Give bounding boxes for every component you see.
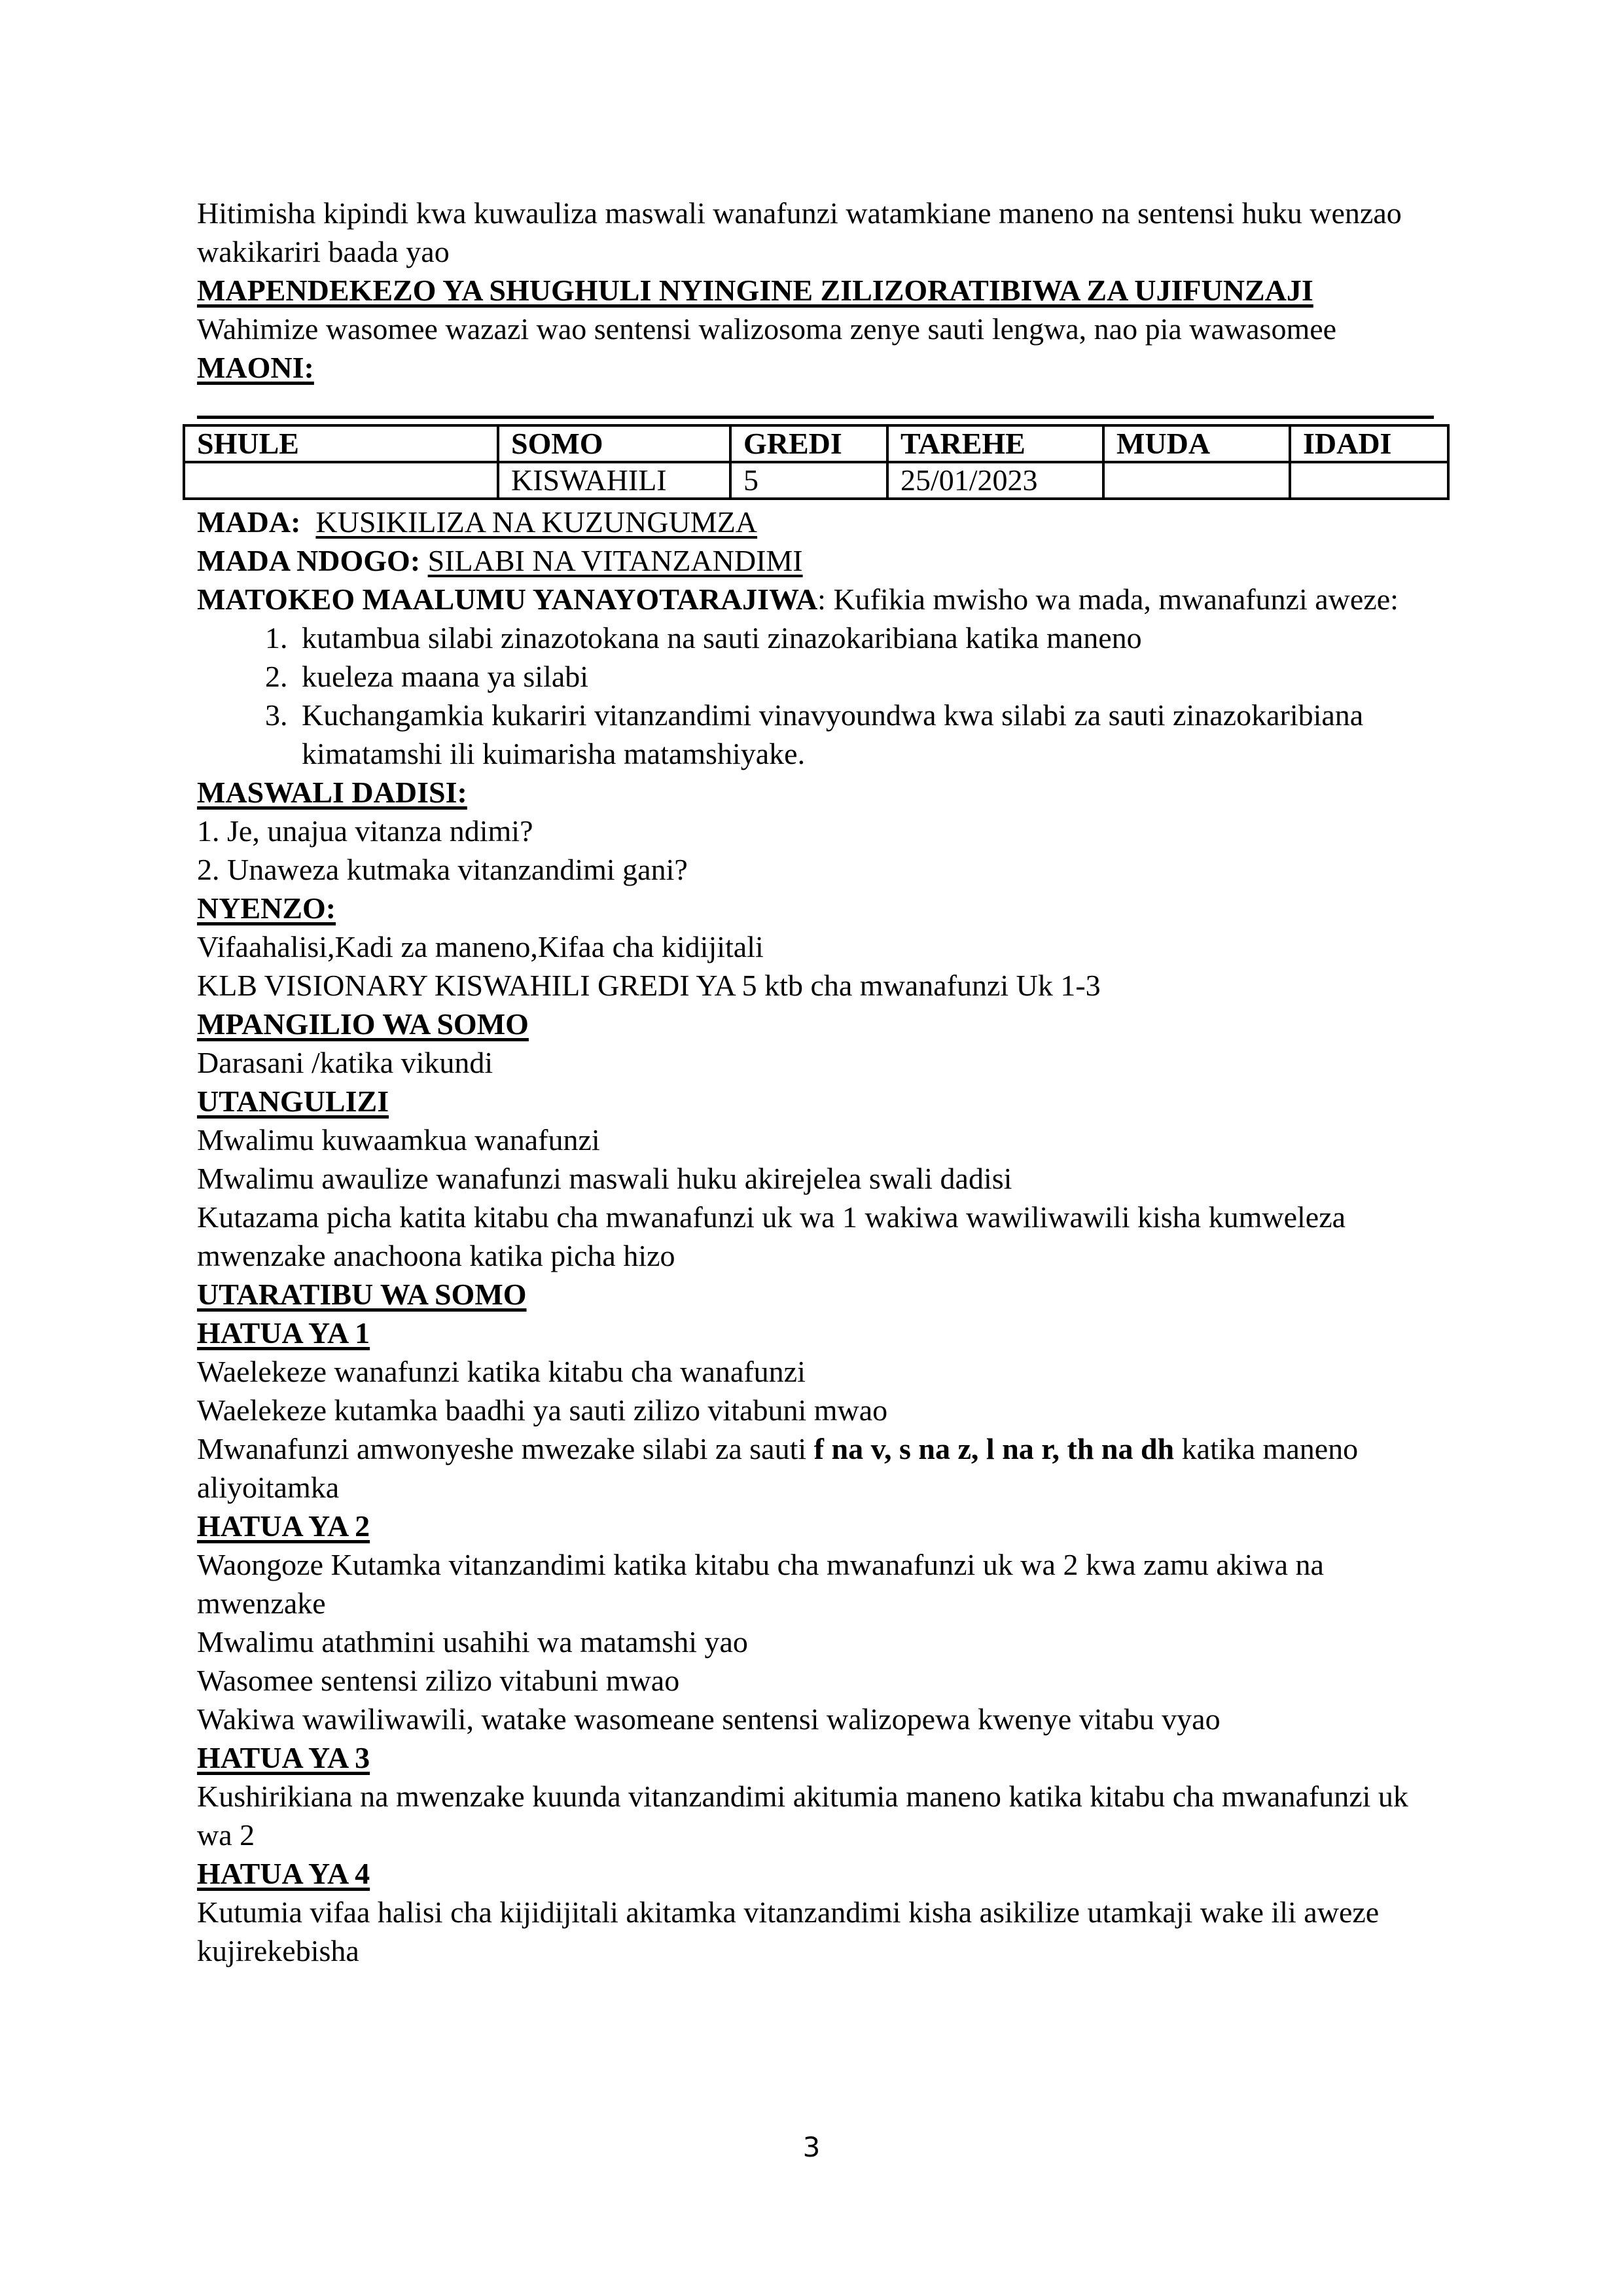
step-4-heading: HATUA YA 4 [197,1857,370,1890]
introduction-line: Mwalimu kuwaamkua wanafunzi [197,1123,600,1157]
meta-value-roll [1290,462,1448,499]
step-2-line: Waongoze Kutamka vitanzandimi katika kitabu cha mwanafunzi uk wa 2 kwa zamu akiwa na mwenzake [197,1548,1324,1620]
meta-header-row [184,425,1448,462]
step-4-line: Kutumia vifaa halisi cha kijidijitali akitamka vitanzandimi kisha asikilize utamkaji wake ili aweze kujirekebisha [197,1895,1380,1967]
meta-header-grade: GREDI [730,425,887,462]
comments-line [197,416,1434,419]
lesson-meta-table [183,424,1450,500]
page-number: 3 [802,2131,821,2163]
step-1-line: Waelekeze kutamka baadhi ya sauti zilizo vitabuni mwao [197,1393,888,1427]
procedure-heading: UTARATIBU WA SOMO [197,1278,527,1311]
resource-item: KLB VISIONARY KISWAHILI GREDI YA 5 ktb cha mwanafunzi Uk 1-3 [197,969,1101,1002]
document-page [197,194,1434,1970]
sounds-pairs: f na v, s na z, l na r, th na dh [813,1432,1175,1465]
resources-heading: NYENZO: [197,891,336,925]
meta-header-roll: IDADI [1290,425,1448,462]
strand-value: KUSIKILIZA NA KUZUNGUMZA [315,505,758,539]
introduction-line: Kutazama picha katita kitabu cha mwanafunzi uk wa 1 wakiwa wawiliwawili kisha kumweleza mwenzake anachoona katika picha hizo [197,1200,1346,1272]
outcomes-line: MATOKEO MAALUMU YANAYOTARAJIWA: Kufikia mwisho wa mada, mwanafunzi aweze: [197,583,1399,616]
outcomes-intro: Kufikia mwisho wa mada, mwanafunzi aweze: [833,583,1399,616]
step-2-line: Wakiwa wawiliwawili, watake wasomeane sentensi walizopewa kwenye vitabu vyao [197,1702,1221,1736]
organization-text: Darasani /katika vikundi [197,1046,493,1079]
sounds-prefix: Mwanafunzi amwonyeshe mwezake silabi za sauti [197,1432,814,1465]
inquiry-question: 1. Je, unajua vitanza ndimi? [197,814,533,848]
outcome-item: 2. kueleza maana ya silabi [295,657,1434,696]
strand-line: MADA: KUSIKILIZA NA KUZUNGUMZA [197,505,758,539]
intro-closing-text: Hitimisha kipindi kwa kuwauliza maswali wanafunzi watamkiane maneno na sentensi huku wenzao wakikariri baada yao [197,196,1402,268]
meta-value-time [1103,462,1290,499]
step-2-line: Mwalimu atathmini usahihi wa matamshi yao [197,1625,748,1659]
inquiry-question: 2. Unaweza kutmaka vitanzandimi gani? [197,853,688,886]
meta-value-subject: KISWAHILI [498,462,730,499]
outcomes-label: MATOKEO MAALUMU YANAYOTARAJIWA [197,583,818,616]
meta-header-time: MUDA [1103,425,1290,462]
step-2-line: Wasomee sentensi zilizo vitabuni mwao [197,1664,680,1697]
meta-value-date: 25/01/2023 [887,462,1103,499]
introduction-line: Mwalimu awaulize wanafunzi maswali huku akirejelea swali dadisi [197,1162,1012,1195]
inquiry-heading: MASWALI DADISI: [197,776,467,809]
step-1-heading: HATUA YA 1 [197,1316,370,1350]
organization-heading: MPANGILIO WA SOMO [197,1007,529,1041]
comments-heading: MAONI: [197,351,314,384]
meta-header-date: TAREHE [887,425,1103,462]
extended-activities-text: Wahimize wasomee wazazi wao sentensi walizosoma zenye sauti lengwa, nao pia wawasomee [197,312,1337,346]
outcomes-list [197,619,1434,773]
step-1-sounds-line [197,1429,1434,1507]
meta-header-school: SHULE [184,425,498,462]
substrand-label: MADA NDOGO: [197,544,421,577]
introduction-heading: UTANGULIZI [197,1085,389,1118]
step-1-line: Waelekeze wanafunzi katika kitabu cha wanafunzi [197,1355,806,1388]
meta-header-subject: SOMO [498,425,730,462]
step-2-heading: HATUA YA 2 [197,1509,370,1543]
step-3-heading: HATUA YA 3 [197,1741,370,1774]
sounds-suffix: katika maneno aliyoitamka [197,1432,1359,1504]
substrand-value: SILABI NA VITANZANDIMI [427,544,803,577]
outcome-item: 3. Kuchangamkia kukariri vitanzandimi vinavyoundwa kwa silabi za sauti zinazokaribiana kimatamshi ili kuimarisha matamshiyake. [295,696,1434,773]
outcome-item: 1. kutambua silabi zinazotokana na sauti zinazokaribiana katika maneno [295,619,1434,657]
extended-activities-heading: MAPENDEKEZO YA SHUGHULI NYINGINE ZILIZORATIBIWA ZA UJIFUNZAJI [197,274,1313,307]
meta-value-school [184,462,498,499]
meta-value-grade: 5 [730,462,887,499]
meta-value-row [184,462,1448,499]
strand-label: MADA [197,505,291,539]
step-3-line: Kushirikiana na mwenzake kuunda vitanzandimi akitumia maneno katika kitabu cha mwanafunzi uk wa 2 [197,1780,1408,1852]
resource-item: Vifaahalisi,Kadi za maneno,Kifaa cha kidijitali [197,930,764,963]
substrand-line [197,541,1434,580]
